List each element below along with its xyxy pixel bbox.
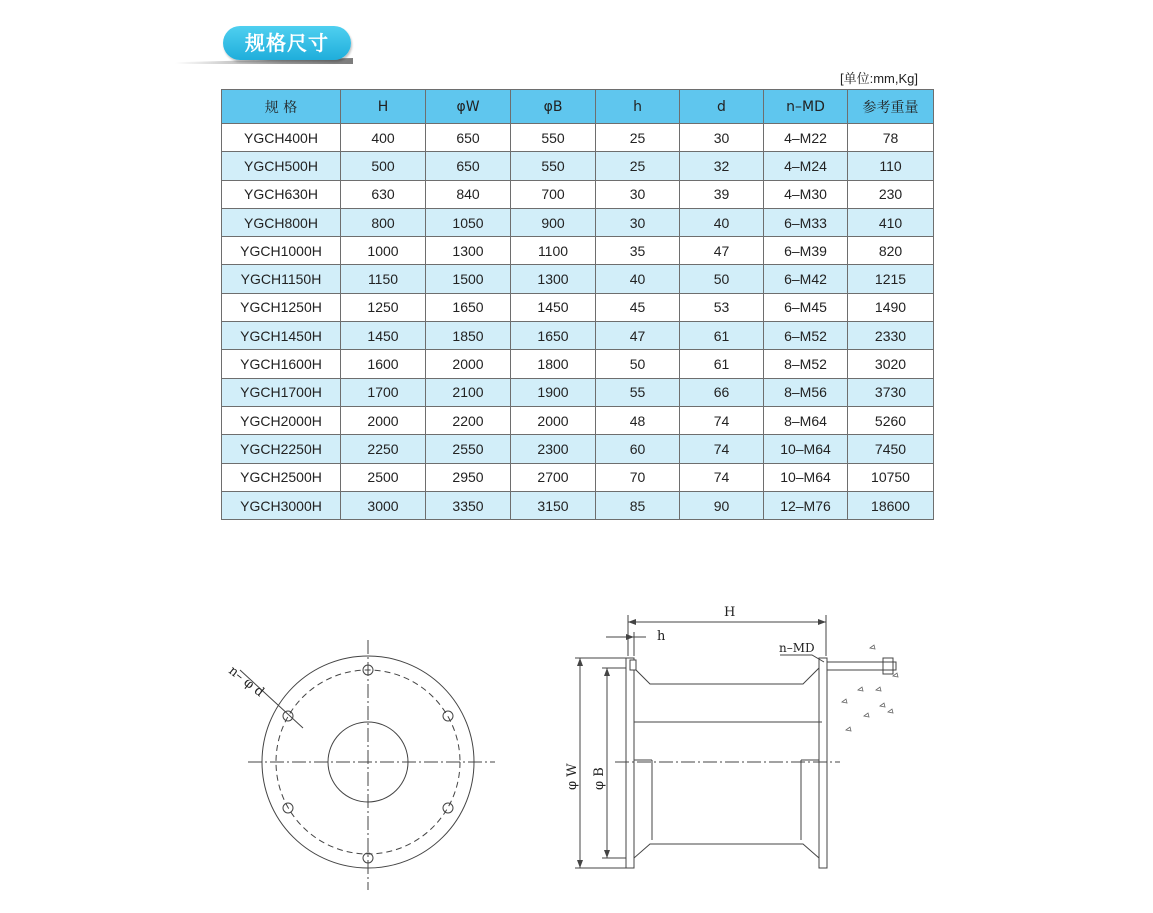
bolt-hole bbox=[443, 803, 453, 813]
table-cell: 800 bbox=[341, 208, 426, 236]
right-bolt bbox=[827, 662, 896, 670]
table-cell: 550 bbox=[511, 124, 596, 152]
table-cell: 3730 bbox=[848, 378, 934, 406]
table-cell: 18600 bbox=[848, 491, 934, 519]
table-cell: 30 bbox=[596, 208, 680, 236]
table-cell: 25 bbox=[596, 152, 680, 180]
table-cell: 2950 bbox=[426, 463, 511, 491]
label-phiB: φ B bbox=[592, 767, 607, 790]
body-cone-top bbox=[634, 668, 819, 684]
right-bolt-head bbox=[883, 658, 893, 674]
label-nmd: n–MD bbox=[779, 641, 815, 655]
side-view bbox=[575, 615, 896, 868]
table-cell: 1300 bbox=[426, 237, 511, 265]
table-cell: 1850 bbox=[426, 322, 511, 350]
table-cell: 1150 bbox=[341, 265, 426, 293]
table-cell: 500 bbox=[341, 152, 426, 180]
table-cell: 900 bbox=[511, 208, 596, 236]
table-cell: 2500 bbox=[341, 463, 426, 491]
bolt-hole bbox=[443, 711, 453, 721]
column-header: φB bbox=[511, 90, 596, 124]
table-cell: 10–M64 bbox=[764, 435, 848, 463]
table-cell: YGCH800H bbox=[222, 208, 341, 236]
table-cell: 53 bbox=[680, 293, 764, 321]
column-header: h bbox=[596, 90, 680, 124]
table-cell: 2250 bbox=[341, 435, 426, 463]
table-cell: YGCH1250H bbox=[222, 293, 341, 321]
table-cell: 820 bbox=[848, 237, 934, 265]
table-cell: 6–M42 bbox=[764, 265, 848, 293]
table-cell: 48 bbox=[596, 406, 680, 434]
table-cell: YGCH1700H bbox=[222, 378, 341, 406]
column-header: 规 格 bbox=[222, 90, 341, 124]
table-cell: 4–M30 bbox=[764, 180, 848, 208]
table-cell: 50 bbox=[596, 350, 680, 378]
table-cell: 1800 bbox=[511, 350, 596, 378]
table-cell: 2700 bbox=[511, 463, 596, 491]
table-cell: YGCH500H bbox=[222, 152, 341, 180]
table-cell: 2100 bbox=[426, 378, 511, 406]
table-cell: 700 bbox=[511, 180, 596, 208]
table-cell: 230 bbox=[848, 180, 934, 208]
left-flange bbox=[626, 658, 634, 868]
table-cell: 66 bbox=[680, 378, 764, 406]
table-cell: 8–M56 bbox=[764, 378, 848, 406]
column-header: n–MD bbox=[764, 90, 848, 124]
table-cell: YGCH2250H bbox=[222, 435, 341, 463]
table-cell: 1215 bbox=[848, 265, 934, 293]
table-cell: 2000 bbox=[341, 406, 426, 434]
table-cell: 74 bbox=[680, 435, 764, 463]
table-cell: 1050 bbox=[426, 208, 511, 236]
table-cell: 3000 bbox=[341, 491, 426, 519]
table-cell: 30 bbox=[680, 124, 764, 152]
table-cell: YGCH2000H bbox=[222, 406, 341, 434]
table-cell: YGCH2500H bbox=[222, 463, 341, 491]
dimension-arrows bbox=[577, 619, 826, 868]
table-cell: 410 bbox=[848, 208, 934, 236]
table-cell: 2000 bbox=[511, 406, 596, 434]
label-H: H bbox=[724, 605, 736, 620]
table-cell: 6–M33 bbox=[764, 208, 848, 236]
table-cell: 61 bbox=[680, 350, 764, 378]
table-cell: 12–M76 bbox=[764, 491, 848, 519]
table-cell: 1500 bbox=[426, 265, 511, 293]
table-cell: YGCH630H bbox=[222, 180, 341, 208]
table-cell: 60 bbox=[596, 435, 680, 463]
table-cell: 1450 bbox=[511, 293, 596, 321]
table-cell: 47 bbox=[680, 237, 764, 265]
column-header: d bbox=[680, 90, 764, 124]
section-title-label: 规格尺寸 bbox=[223, 26, 351, 60]
table-cell: 7450 bbox=[848, 435, 934, 463]
table-cell: 2550 bbox=[426, 435, 511, 463]
table-cell: 4–M22 bbox=[764, 124, 848, 152]
column-header: φW bbox=[426, 90, 511, 124]
dim-nmd-leader bbox=[780, 655, 824, 662]
front-dimension-label: n– φ d bbox=[225, 663, 267, 701]
column-header: H bbox=[341, 90, 426, 124]
table-cell: 10–M64 bbox=[764, 463, 848, 491]
table-cell: YGCH1600H bbox=[222, 350, 341, 378]
front-view bbox=[240, 640, 495, 890]
table-cell: 10750 bbox=[848, 463, 934, 491]
label-phiW: φ W bbox=[565, 763, 580, 790]
table-cell: 30 bbox=[596, 180, 680, 208]
table-cell: 39 bbox=[680, 180, 764, 208]
table-cell: 32 bbox=[680, 152, 764, 180]
table-cell: 61 bbox=[680, 322, 764, 350]
table-cell: 74 bbox=[680, 463, 764, 491]
table-cell: 6–M45 bbox=[764, 293, 848, 321]
table-cell: 110 bbox=[848, 152, 934, 180]
table-cell: 40 bbox=[596, 265, 680, 293]
table-cell: 8–M52 bbox=[764, 350, 848, 378]
table-cell: YGCH3000H bbox=[222, 491, 341, 519]
left-bolt bbox=[630, 660, 636, 670]
table-cell: 1100 bbox=[511, 237, 596, 265]
label-h: h bbox=[657, 629, 666, 644]
table-cell: 45 bbox=[596, 293, 680, 321]
table-cell: 85 bbox=[596, 491, 680, 519]
table-cell: 1000 bbox=[341, 237, 426, 265]
table-cell: 6–M39 bbox=[764, 237, 848, 265]
table-cell: YGCH1150H bbox=[222, 265, 341, 293]
table-cell: 2000 bbox=[426, 350, 511, 378]
table-cell: 47 bbox=[596, 322, 680, 350]
bolt-hole bbox=[283, 711, 293, 721]
table-cell: 74 bbox=[680, 406, 764, 434]
table-cell: 3020 bbox=[848, 350, 934, 378]
table-cell: 25 bbox=[596, 124, 680, 152]
table-cell: 90 bbox=[680, 491, 764, 519]
table-cell: 8–M64 bbox=[764, 406, 848, 434]
table-cell: 1250 bbox=[341, 293, 426, 321]
table-cell: 2200 bbox=[426, 406, 511, 434]
table-cell: 3150 bbox=[511, 491, 596, 519]
table-cell: 40 bbox=[680, 208, 764, 236]
table-cell: 2330 bbox=[848, 322, 934, 350]
table-cell: 1490 bbox=[848, 293, 934, 321]
table-cell: 550 bbox=[511, 152, 596, 180]
table-cell: 1900 bbox=[511, 378, 596, 406]
table-cell: 3350 bbox=[426, 491, 511, 519]
table-cell: 650 bbox=[426, 124, 511, 152]
table-cell: YGCH400H bbox=[222, 124, 341, 152]
table-cell: 840 bbox=[426, 180, 511, 208]
table-cell: 5260 bbox=[848, 406, 934, 434]
table-cell: 1700 bbox=[341, 378, 426, 406]
right-flange bbox=[819, 658, 827, 868]
table-cell: 70 bbox=[596, 463, 680, 491]
table-cell: 1300 bbox=[511, 265, 596, 293]
table-cell: 55 bbox=[596, 378, 680, 406]
table-cell: 650 bbox=[426, 152, 511, 180]
body-cone-bottom bbox=[634, 844, 819, 858]
table-cell: 6–M52 bbox=[764, 322, 848, 350]
unit-note: [单位:mm,Kg] bbox=[840, 71, 919, 86]
table-cell: 400 bbox=[341, 124, 426, 152]
table-cell: 1450 bbox=[341, 322, 426, 350]
table-cell: YGCH1450H bbox=[222, 322, 341, 350]
table-cell: 35 bbox=[596, 237, 680, 265]
table-cell: YGCH1000H bbox=[222, 237, 341, 265]
table-cell: 2300 bbox=[511, 435, 596, 463]
table-cell: 630 bbox=[341, 180, 426, 208]
table-cell: 4–M24 bbox=[764, 152, 848, 180]
body-top-edge bbox=[634, 668, 822, 722]
table-cell: 50 bbox=[680, 265, 764, 293]
table-cell: 1650 bbox=[426, 293, 511, 321]
table-cell: 1600 bbox=[341, 350, 426, 378]
column-header: 参考重量 bbox=[848, 90, 934, 124]
table-cell: 78 bbox=[848, 124, 934, 152]
table-cell: 1650 bbox=[511, 322, 596, 350]
